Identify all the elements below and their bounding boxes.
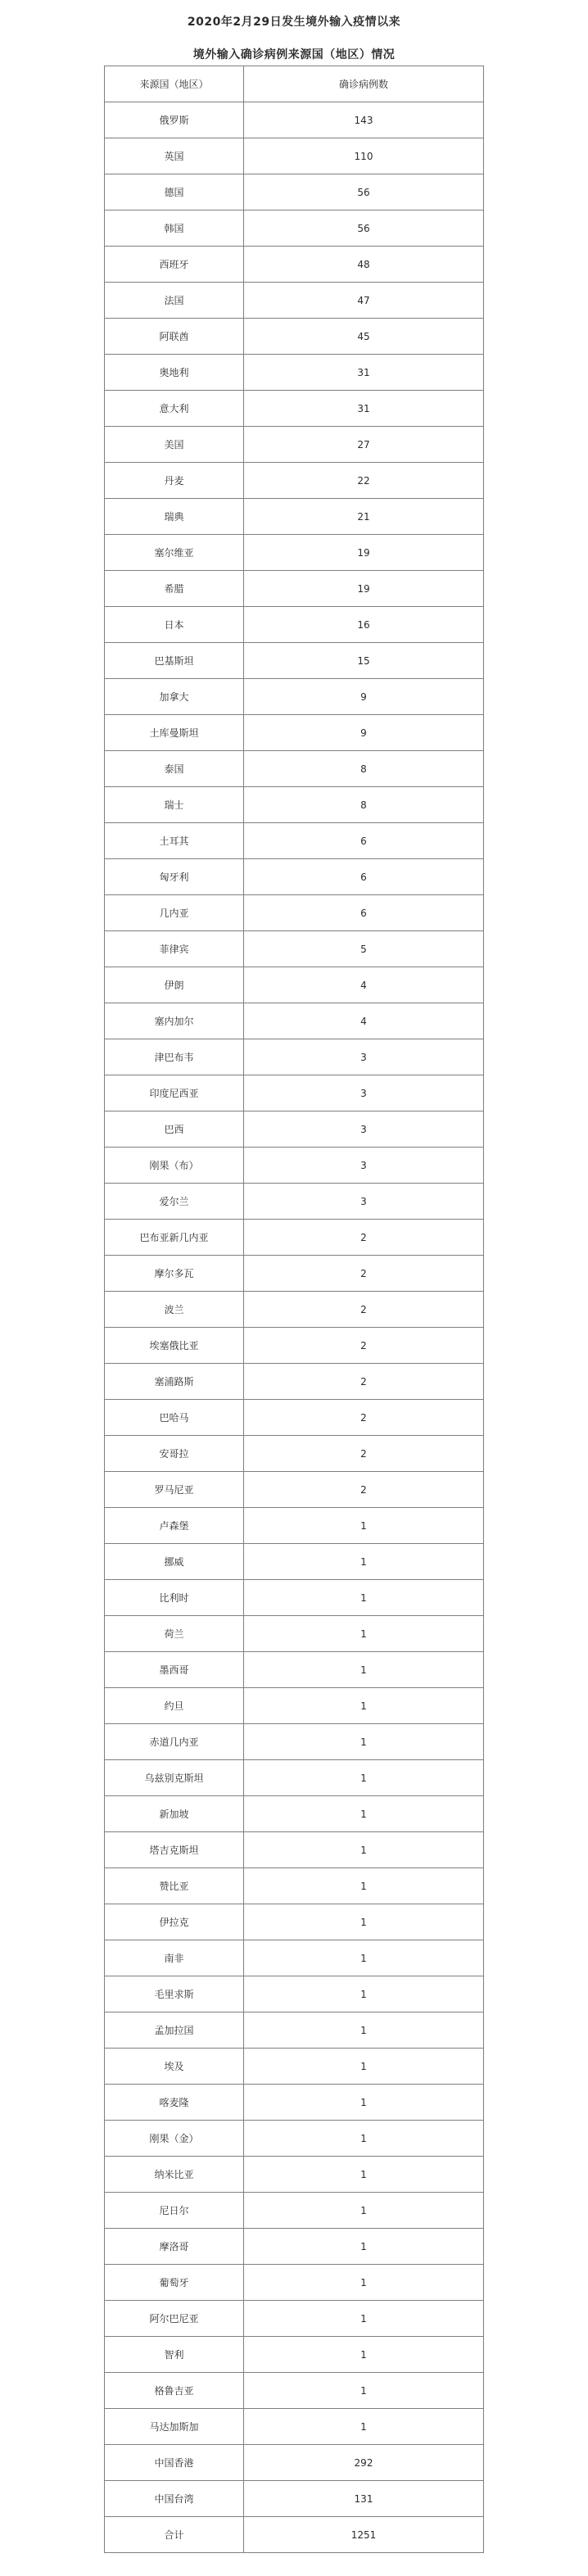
- region-cell: 伊拉克: [105, 1904, 244, 1940]
- region-cell: 西班牙: [105, 247, 244, 283]
- table-row: [105, 1616, 484, 1652]
- table-row: [105, 2445, 484, 2481]
- region-cell: 纳米比亚: [105, 2157, 244, 2193]
- region-cell: 塞内加尔: [105, 1003, 244, 1039]
- count-cell: 3: [244, 1039, 484, 1075]
- region-cell: 毛里求斯: [105, 1976, 244, 2012]
- region-cell: 日本: [105, 607, 244, 643]
- region-cell: 摩尔多瓦: [105, 1256, 244, 1292]
- count-cell: 1: [244, 1976, 484, 2012]
- count-cell: 3: [244, 1075, 484, 1111]
- count-cell: 19: [244, 571, 484, 607]
- table-row: [105, 499, 484, 535]
- table-row: [105, 1976, 484, 2012]
- region-cell: 巴西: [105, 1111, 244, 1148]
- count-cell: 3: [244, 1184, 484, 1220]
- table-row: [105, 1328, 484, 1364]
- count-cell: 1: [244, 1724, 484, 1760]
- table-row: [105, 2085, 484, 2121]
- table-row: [105, 1688, 484, 1724]
- count-cell: 56: [244, 211, 484, 247]
- region-cell: 法国: [105, 283, 244, 319]
- region-cell: 马达加斯加: [105, 2409, 244, 2445]
- table-row: [105, 463, 484, 499]
- table-row: [105, 751, 484, 787]
- cases-table: [104, 66, 484, 2553]
- table-row: [105, 1220, 484, 1256]
- region-cell: 南非: [105, 1940, 244, 1976]
- count-cell: 56: [244, 174, 484, 211]
- table-row: [105, 787, 484, 823]
- region-cell: 墨西哥: [105, 1652, 244, 1688]
- table-row: [105, 679, 484, 715]
- count-cell: 131: [244, 2481, 484, 2517]
- region-cell: 塞浦路斯: [105, 1364, 244, 1400]
- region-cell: 美国: [105, 427, 244, 463]
- table-row: [105, 427, 484, 463]
- region-cell: 奥地利: [105, 355, 244, 391]
- table-row: [105, 1940, 484, 1976]
- region-cell: 安哥拉: [105, 1436, 244, 1472]
- region-cell: 爱尔兰: [105, 1184, 244, 1220]
- count-cell: 1: [244, 2121, 484, 2157]
- count-cell: 22: [244, 463, 484, 499]
- count-cell: 6: [244, 859, 484, 895]
- count-cell: 1: [244, 1508, 484, 1544]
- region-cell: 伊朗: [105, 967, 244, 1003]
- table-row: [105, 2012, 484, 2049]
- count-cell: 5: [244, 931, 484, 967]
- count-cell: 1: [244, 2301, 484, 2337]
- region-cell: 丹麦: [105, 463, 244, 499]
- count-cell: 4: [244, 967, 484, 1003]
- count-cell: 1: [244, 1940, 484, 1976]
- table-row: [105, 138, 484, 174]
- header-count: 确诊病例数: [244, 66, 484, 102]
- table-row: [105, 2265, 484, 2301]
- cases-table-body: [105, 66, 484, 2553]
- region-cell: 巴布亚新几内亚: [105, 1220, 244, 1256]
- region-cell: 刚果（金）: [105, 2121, 244, 2157]
- title-line-2: 境外输入确诊病例来源国（地区）情况: [192, 48, 396, 61]
- table-row: [105, 174, 484, 211]
- region-cell: 土耳其: [105, 823, 244, 859]
- region-cell: 罗马尼亚: [105, 1472, 244, 1508]
- region-cell: 乌兹别克斯坦: [105, 1760, 244, 1796]
- region-cell: 塔吉克斯坦: [105, 1832, 244, 1868]
- table-row: [105, 1904, 484, 1940]
- table-row: [105, 1364, 484, 1400]
- table-row: [105, 2337, 484, 2373]
- region-cell: 塞尔维亚: [105, 535, 244, 571]
- count-cell: 2: [244, 1400, 484, 1436]
- table-header-row: [105, 66, 484, 102]
- count-cell: 2: [244, 1256, 484, 1292]
- region-cell: 赤道几内亚: [105, 1724, 244, 1760]
- region-cell: 印度尼西亚: [105, 1075, 244, 1111]
- count-cell: 1: [244, 2085, 484, 2121]
- count-cell: 2: [244, 1364, 484, 1400]
- count-cell: 1: [244, 1796, 484, 1832]
- count-cell: 1: [244, 2229, 484, 2265]
- table-row: [105, 895, 484, 931]
- count-cell: 2: [244, 1220, 484, 1256]
- count-cell: 1: [244, 2049, 484, 2085]
- table-row: [105, 355, 484, 391]
- table-row: [105, 1832, 484, 1868]
- region-cell: 中国香港: [105, 2445, 244, 2481]
- count-cell: 48: [244, 247, 484, 283]
- count-cell: 292: [244, 2445, 484, 2481]
- count-cell: 1: [244, 2373, 484, 2409]
- region-cell: 尼日尔: [105, 2193, 244, 2229]
- region-cell: 葡萄牙: [105, 2265, 244, 2301]
- table-row: [105, 1796, 484, 1832]
- table-row: [105, 1292, 484, 1328]
- count-cell: 1: [244, 2157, 484, 2193]
- table-row: [105, 1868, 484, 1904]
- region-cell: 津巴布韦: [105, 1039, 244, 1075]
- region-cell: 约旦: [105, 1688, 244, 1724]
- table-row: [105, 1652, 484, 1688]
- table-row: [105, 1508, 484, 1544]
- table-row: [105, 2049, 484, 2085]
- table-row: [105, 247, 484, 283]
- count-cell: 1: [244, 1544, 484, 1580]
- count-cell: 6: [244, 895, 484, 931]
- region-cell: 加拿大: [105, 679, 244, 715]
- count-cell: 31: [244, 391, 484, 427]
- table-row: [105, 1075, 484, 1111]
- count-cell: 8: [244, 751, 484, 787]
- table-row: [105, 2121, 484, 2157]
- region-cell: 中国台湾: [105, 2481, 244, 2517]
- count-cell: 31: [244, 355, 484, 391]
- region-cell: 阿尔巴尼亚: [105, 2301, 244, 2337]
- table-row: [105, 2409, 484, 2445]
- count-cell: 15: [244, 643, 484, 679]
- region-cell: 挪威: [105, 1544, 244, 1580]
- region-cell: 赞比亚: [105, 1868, 244, 1904]
- count-cell: 6: [244, 823, 484, 859]
- region-cell: 泰国: [105, 751, 244, 787]
- count-cell: 3: [244, 1111, 484, 1148]
- region-cell: 德国: [105, 174, 244, 211]
- count-cell: 1: [244, 2265, 484, 2301]
- region-cell: 阿联酋: [105, 319, 244, 355]
- count-cell: 1: [244, 2012, 484, 2049]
- table-row: [105, 967, 484, 1003]
- table-row: [105, 1472, 484, 1508]
- table-row: [105, 715, 484, 751]
- table-row: [105, 643, 484, 679]
- count-cell: 2: [244, 1472, 484, 1508]
- table-row: [105, 1760, 484, 1796]
- table-row: [105, 607, 484, 643]
- table-row: [105, 2301, 484, 2337]
- region-cell: 比利时: [105, 1580, 244, 1616]
- title-line-1: 2020年2月29日发生境外输入疫情以来: [187, 16, 401, 29]
- table-row: [105, 1111, 484, 1148]
- count-cell: 1: [244, 2193, 484, 2229]
- region-cell: 几内亚: [105, 895, 244, 931]
- region-cell: 摩洛哥: [105, 2229, 244, 2265]
- table-row: [105, 2229, 484, 2265]
- count-cell: 1: [244, 2409, 484, 2445]
- table-row: [105, 535, 484, 571]
- table-row: [105, 211, 484, 247]
- table-row: [105, 1256, 484, 1292]
- table-row: [105, 1039, 484, 1075]
- table-row: [105, 2517, 484, 2553]
- count-cell: 1: [244, 1868, 484, 1904]
- count-cell: 1251: [244, 2517, 484, 2553]
- table-row: [105, 859, 484, 895]
- count-cell: 1: [244, 1580, 484, 1616]
- table-row: [105, 1148, 484, 1184]
- count-cell: 2: [244, 1436, 484, 1472]
- table-row: [105, 319, 484, 355]
- table-row: [105, 1003, 484, 1039]
- count-cell: 1: [244, 2337, 484, 2373]
- count-cell: 1: [244, 1688, 484, 1724]
- region-cell: 巴基斯坦: [105, 643, 244, 679]
- region-cell: 荷兰: [105, 1616, 244, 1652]
- region-cell: 瑞士: [105, 787, 244, 823]
- table-row: [105, 2373, 484, 2409]
- count-cell: 9: [244, 679, 484, 715]
- region-cell: 韩国: [105, 211, 244, 247]
- region-cell: 新加坡: [105, 1796, 244, 1832]
- table-row: [105, 1544, 484, 1580]
- count-cell: 47: [244, 283, 484, 319]
- region-cell: 喀麦隆: [105, 2085, 244, 2121]
- region-cell: 匈牙利: [105, 859, 244, 895]
- count-cell: 19: [244, 535, 484, 571]
- count-cell: 1: [244, 1760, 484, 1796]
- region-cell: 俄罗斯: [105, 102, 244, 138]
- region-cell: 合计: [105, 2517, 244, 2553]
- count-cell: 16: [244, 607, 484, 643]
- region-cell: 埃及: [105, 2049, 244, 2085]
- region-cell: 埃塞俄比亚: [105, 1328, 244, 1364]
- region-cell: 智利: [105, 2337, 244, 2373]
- count-cell: 4: [244, 1003, 484, 1039]
- count-cell: 143: [244, 102, 484, 138]
- region-cell: 英国: [105, 138, 244, 174]
- table-row: [105, 931, 484, 967]
- count-cell: 8: [244, 787, 484, 823]
- region-cell: 卢森堡: [105, 1508, 244, 1544]
- table-row: [105, 1580, 484, 1616]
- count-cell: 21: [244, 499, 484, 535]
- table-row: [105, 283, 484, 319]
- table-row: [105, 823, 484, 859]
- count-cell: 9: [244, 715, 484, 751]
- count-cell: 1: [244, 1904, 484, 1940]
- table-row: [105, 1436, 484, 1472]
- region-cell: 希腊: [105, 571, 244, 607]
- count-cell: 110: [244, 138, 484, 174]
- region-cell: 土库曼斯坦: [105, 715, 244, 751]
- table-row: [105, 391, 484, 427]
- count-cell: 1: [244, 1616, 484, 1652]
- table-row: [105, 1400, 484, 1436]
- region-cell: 波兰: [105, 1292, 244, 1328]
- table-row: [105, 2157, 484, 2193]
- count-cell: 1: [244, 1832, 484, 1868]
- table-row: [105, 2193, 484, 2229]
- count-cell: 3: [244, 1148, 484, 1184]
- count-cell: 27: [244, 427, 484, 463]
- count-cell: 2: [244, 1292, 484, 1328]
- region-cell: 刚果（布）: [105, 1148, 244, 1184]
- region-cell: 格鲁吉亚: [105, 2373, 244, 2409]
- region-cell: 意大利: [105, 391, 244, 427]
- region-cell: 菲律宾: [105, 931, 244, 967]
- table-row: [105, 571, 484, 607]
- table-row: [105, 102, 484, 138]
- region-cell: 瑞典: [105, 499, 244, 535]
- table-row: [105, 2481, 484, 2517]
- count-cell: 2: [244, 1328, 484, 1364]
- region-cell: 巴哈马: [105, 1400, 244, 1436]
- table-row: [105, 1724, 484, 1760]
- count-cell: 45: [244, 319, 484, 355]
- region-cell: 孟加拉国: [105, 2012, 244, 2049]
- table-row: [105, 1184, 484, 1220]
- header-region: 来源国（地区）: [105, 66, 244, 102]
- count-cell: 1: [244, 1652, 484, 1688]
